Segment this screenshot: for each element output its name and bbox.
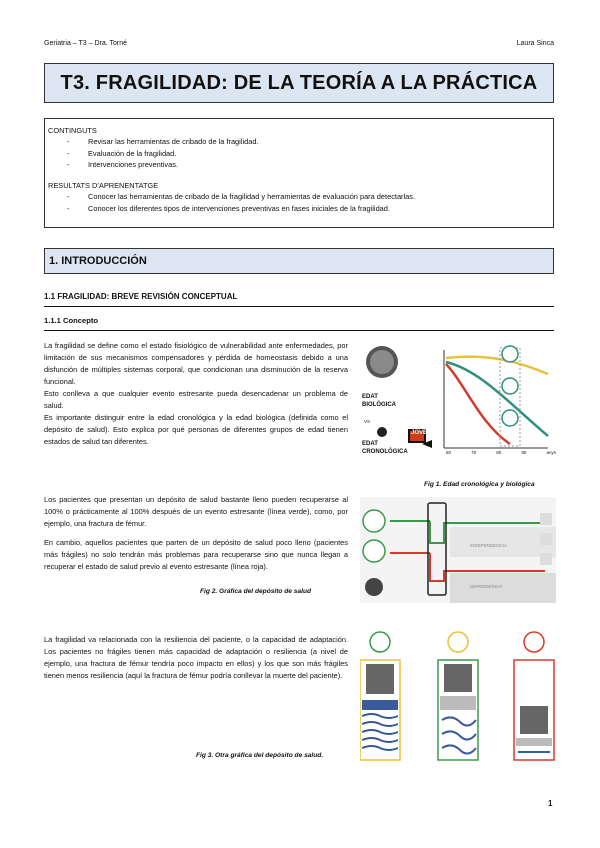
fig2-band-top: INDEPENDENCIA <box>470 543 508 548</box>
contingut-heading: CONTINGUTS <box>48 126 97 135</box>
paragraph: La fragilidad va relacionada con la resiliencia del paciente, o la capacidad de adaptación. Los pacientes no frágiles tienen más capacidad de adaptación o resiliencia (a nivel de ejemplo, una fractura de fémur tendría poco impacto en ellos) y los que son más frágiles tienen menos resiliencia (aquí la fractura de fémur podría conllevar la muerte del paciente). <box>44 635 348 680</box>
subsection-title: 1.1 FRAGILIDAD: BREVE REVISIÓN CONCEPTUAL <box>44 292 238 301</box>
axis-tick: 90 <box>521 450 527 455</box>
fig1-label-vs: VS <box>364 419 371 424</box>
axis-tick: 80 <box>496 450 502 455</box>
paragraph: Los pacientes que presentan un depósito de salud bastante lleno pueden recuperarse al 100% o prácticamente al 100% después de un evento estresante (línea verde), como, por ejemplo, una fractura de fémur. <box>44 495 348 528</box>
title-box <box>44 63 554 103</box>
fig1-label-bio: EDAT BIOLÒGICA <box>362 394 396 408</box>
contents-box <box>44 118 554 228</box>
concept-text <box>44 340 348 448</box>
paragraph: Es importante distinguir entre la edad cronológica y la edad biológica (definida como el depósito de salud). Esto explica por qué personas de diferentes grupos de edad tienen estados de salud tan diferentes. <box>44 413 348 446</box>
paragraph: En cambio, aquellos pacientes que parten de un depósito de salud poco lleno (pacientes más frágiles) no solo tendrán más problemas para recuperarse sino que nunca llegan a recuperar el estado de salud previo al evento estresante (línea roja). <box>44 538 348 571</box>
fig1-axis <box>446 450 556 455</box>
resilience-text <box>44 634 348 682</box>
subsubsection-title: 1.1.1 Concepto <box>44 316 99 325</box>
list-item: - Intervenciones preventivas. <box>48 159 550 170</box>
fig2-band-bottom: DEPENDENCIA <box>470 584 503 589</box>
axis-tick: 70 <box>471 450 477 455</box>
resultats-list <box>48 191 550 214</box>
contingut-list <box>48 136 550 170</box>
section-title: 1. INTRODUCCIÓN <box>49 255 147 267</box>
header-left: Geriatria – T3 – Dra. Torné <box>44 40 128 47</box>
list-item: - Conocer las herramientas de cribado de la fragilidad y herramientas de evaluación para detectarlas. <box>48 191 550 202</box>
fig1-label-crono: EDAT CRONOLÒGICA <box>362 441 408 455</box>
fig2-image <box>360 497 556 603</box>
axis-tick: anys <box>546 450 556 455</box>
list-item: - Revisar las herramientas de cribado de la fragilidad. <box>48 136 550 147</box>
fig3-image <box>360 630 556 762</box>
fig2-caption: Fig 2. Gráfica del depósito de salud <box>200 588 312 595</box>
fig3-caption: Fig 3. Otra gráfica del depósito de salud. <box>196 752 324 759</box>
page-number: 1 <box>548 799 553 808</box>
fig1-brand: JOVE <box>411 430 428 436</box>
section-box <box>44 248 554 274</box>
axis-tick: 60 <box>446 450 452 455</box>
page-title: T3. FRAGILIDAD: DE LA TEORÍA A LA PRÁCTICA <box>60 71 538 94</box>
divider <box>44 330 554 331</box>
list-item: - Evaluación de la fragilidad. <box>48 148 550 159</box>
paragraph: Esto conlleva a que cualquier evento estresante pueda desencadenar un problema de salud. <box>44 389 348 410</box>
fig1-caption: Fig 1. Edad cronológica y biológica <box>424 481 535 488</box>
deposit-text <box>44 494 348 573</box>
divider <box>44 306 554 307</box>
header-right: Laura Sinca <box>516 40 554 47</box>
list-item: - Conocer los diferentes tipos de intervenciones preventivas en fases iniciales de la fragilidad. <box>48 203 550 214</box>
paragraph: La fragilidad se define como el estado fisiológico de vulnerabilidad ante enfermedades, por limitación de sus mecanismos compensadores y pérdida de homeostasis debido a una disfunción de múltiples sistemas corporal, que condicionan una disminución de la reserva funcional. <box>44 341 348 386</box>
resultats-heading: RESULTATS D’APRENENTATGE <box>48 181 159 191</box>
